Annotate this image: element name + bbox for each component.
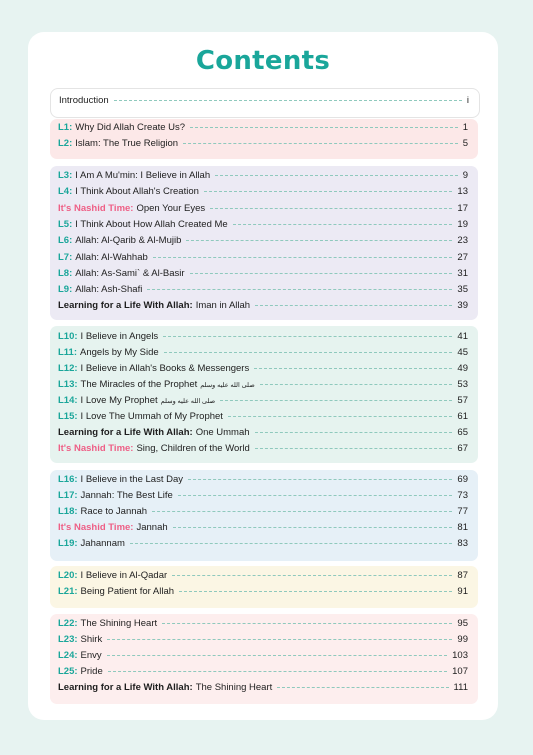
toc-entry[interactable]	[58, 490, 468, 506]
toc-entry[interactable]	[58, 300, 468, 316]
toc-entry-code: L19:	[58, 538, 78, 549]
toc-entry[interactable]	[58, 122, 468, 138]
toc-entry-code: L11:	[58, 347, 78, 358]
toc-entry[interactable]	[58, 235, 468, 251]
dotted-leader	[233, 224, 453, 225]
dotted-leader	[210, 208, 452, 209]
toc-entry-title: The Miracles of the Prophet	[80, 379, 198, 390]
toc-entry-page: 27	[457, 251, 468, 263]
toc-entry-page: 57	[457, 395, 468, 406]
toc-entry-page: 61	[457, 411, 468, 422]
toc-entry-title: Iman in Allah	[195, 300, 251, 312]
toc-entry-title: I Believe in Allah's Books & Messengers	[80, 363, 250, 374]
toc-entry-title: Pride	[80, 666, 103, 677]
toc-entry-title: Angels by My Side	[80, 347, 159, 358]
toc-entry-page: 13	[457, 186, 468, 198]
toc-entry-page: i	[466, 95, 469, 106]
salawat-honorific: صلى الله عليه وسلم	[160, 398, 216, 405]
toc-entry-title: Envy	[80, 650, 102, 661]
toc-entry-introduction[interactable]	[59, 95, 469, 111]
toc-entry[interactable]	[58, 538, 468, 554]
toc-entry-title: Being Patient for Allah	[80, 586, 175, 597]
toc-entry-page: 23	[457, 235, 468, 247]
toc-entry-page: 53	[457, 379, 468, 390]
page-title: Contents	[195, 46, 331, 76]
toc-entry[interactable]	[58, 634, 468, 650]
toc-entry-page: 9	[462, 170, 468, 181]
toc-entry-code: L21:	[58, 586, 78, 597]
section-lessons-1-2	[50, 119, 478, 159]
toc-entry-title: Open Your Eyes	[136, 202, 206, 214]
salawat-honorific: صلى الله عليه وسلم	[200, 382, 255, 389]
toc-entry-code: L12:	[58, 363, 78, 374]
toc-entry-code: L16:	[58, 474, 78, 485]
toc-entry[interactable]	[58, 170, 468, 186]
toc-entry-page: 65	[457, 427, 468, 438]
toc-entry[interactable]	[58, 682, 468, 698]
dotted-leader	[190, 273, 453, 274]
toc-entry-label: Introduction	[59, 95, 109, 106]
toc-entry-code: L23:	[58, 634, 78, 645]
toc-entry-page: 35	[457, 284, 468, 296]
toc-entry-title: Shirk	[80, 634, 103, 645]
dotted-leader	[220, 400, 452, 401]
toc-entry-title: Allah: Ash-Shafi	[75, 284, 143, 296]
toc-entry[interactable]	[58, 666, 468, 682]
toc-entry-title: Allah: As-Sami` & Al-Basir	[75, 267, 185, 279]
toc-entry[interactable]	[58, 219, 468, 235]
contents-page	[28, 32, 498, 720]
toc-entry[interactable]	[58, 186, 468, 202]
section-lessons-22-25	[50, 614, 478, 704]
toc-entry-code: L13:	[58, 379, 78, 390]
toc-entry-title: Allah: Al-Wahhab	[75, 251, 148, 263]
toc-entry-code: Learning for a Life With Allah:	[58, 300, 193, 312]
dotted-leader	[108, 671, 447, 672]
toc-entry-title: Jannah: The Best Life	[80, 490, 173, 501]
toc-entry-title: Islam: The True Religion	[75, 138, 179, 149]
section-lessons-20-21	[50, 566, 478, 608]
toc-entry-code: L15:	[58, 411, 78, 422]
section-introduction	[50, 88, 480, 118]
toc-entry-page: 69	[457, 474, 468, 485]
toc-entry-title: Why Did Allah Create Us?	[75, 122, 186, 133]
toc-entry-code: L8:	[58, 267, 73, 279]
toc-entry-code: It's Nashid Time:	[58, 202, 134, 214]
dotted-leader	[190, 127, 458, 128]
toc-entry-page: 83	[457, 538, 468, 549]
toc-entry-code: L9:	[58, 284, 73, 296]
toc-entry-code: L6:	[58, 235, 73, 247]
toc-entry-title: I Think About How Allah Created Me	[75, 218, 228, 230]
toc-entry-code: L1:	[58, 122, 73, 133]
toc-entry[interactable]	[58, 284, 468, 300]
toc-entry-page: 77	[457, 506, 468, 517]
toc-entry[interactable]	[58, 650, 468, 666]
dotted-leader	[277, 687, 448, 688]
dotted-leader	[255, 432, 453, 433]
dotted-leader	[178, 495, 453, 496]
toc-entry[interactable]	[58, 443, 468, 459]
toc-entry-title: Jahannam	[80, 538, 125, 549]
toc-entry-title: One Ummah	[195, 427, 250, 438]
toc-entry-code: L4:	[58, 186, 73, 198]
toc-entry[interactable]	[58, 203, 468, 219]
toc-entry[interactable]	[58, 522, 468, 538]
toc-entry-page: 39	[457, 300, 468, 312]
toc-entry-code: L18:	[58, 506, 78, 517]
dotted-leader	[215, 175, 458, 176]
dotted-leader	[173, 527, 453, 528]
toc-entry-page: 103	[452, 650, 468, 661]
dotted-leader	[164, 352, 453, 353]
dotted-leader	[188, 479, 452, 480]
toc-entry-page: 41	[457, 331, 468, 342]
dotted-leader	[255, 305, 452, 306]
toc-entry[interactable]	[58, 474, 468, 490]
toc-entry[interactable]	[58, 252, 468, 268]
toc-entry-code: L17:	[58, 490, 78, 501]
toc-entry-title: Race to Jannah	[80, 506, 148, 517]
toc-entry[interactable]	[58, 347, 468, 363]
toc-entry[interactable]	[58, 331, 468, 347]
toc-entry-page: 49	[457, 363, 468, 374]
section-lessons-16-19	[50, 470, 478, 561]
toc-entry-code: Learning for a Life With Allah:	[58, 427, 193, 438]
dotted-leader	[107, 655, 447, 656]
dotted-leader	[204, 191, 453, 192]
dotted-leader	[228, 416, 452, 417]
dotted-leader	[183, 143, 458, 144]
toc-entry[interactable]	[58, 363, 468, 379]
toc-entry-title: I Believe in Al-Qadar	[80, 570, 168, 581]
dotted-leader	[153, 257, 453, 258]
section-lessons-10-15	[50, 326, 478, 463]
toc-entry-code: L3:	[58, 170, 73, 181]
toc-entry-code: L22:	[58, 618, 78, 629]
toc-entry-code: L2:	[58, 138, 73, 149]
toc-entry[interactable]	[58, 506, 468, 522]
dotted-leader	[147, 289, 452, 290]
toc-entry-title: Allah: Al-Qarib & Al-Mujib	[75, 235, 182, 247]
toc-entry-code: It's Nashid Time:	[58, 522, 134, 533]
toc-entry-page: 73	[457, 490, 468, 501]
toc-entry-title: I Believe in Angels	[80, 331, 159, 342]
dotted-leader	[260, 384, 453, 385]
dotted-leader	[114, 100, 462, 101]
toc-entry-title: Sing, Children of the World	[136, 443, 250, 454]
toc-entry-title: Jannah	[136, 522, 168, 533]
toc-entry-title: The Shining Heart	[80, 618, 158, 629]
toc-entry-page: 17	[457, 202, 468, 214]
toc-entry-page: 107	[452, 666, 468, 677]
toc-entry-code: L24:	[58, 650, 78, 661]
toc-entry[interactable]	[58, 570, 468, 586]
toc-entry-title: I Love My Prophet	[80, 395, 158, 406]
dotted-leader	[162, 623, 452, 624]
section-lessons-3-9	[50, 166, 478, 320]
toc-entry-code: Learning for a Life With Allah:	[58, 682, 193, 693]
dotted-leader	[130, 543, 453, 544]
toc-entry-page: 95	[457, 618, 468, 629]
toc-entry-code: L7:	[58, 251, 73, 263]
toc-entry[interactable]	[58, 427, 468, 443]
toc-entry-code: L20:	[58, 570, 78, 581]
toc-entry-title: I Think About Allah's Creation	[75, 186, 199, 198]
toc-entry-page: 99	[457, 634, 468, 645]
dotted-leader	[186, 240, 452, 241]
toc-entry[interactable]	[58, 411, 468, 427]
toc-entry[interactable]	[58, 618, 468, 634]
toc-entry-page: 67	[457, 443, 468, 454]
toc-entry-title: The Shining Heart	[195, 682, 273, 693]
dotted-leader	[163, 336, 452, 337]
dotted-leader	[152, 511, 452, 512]
toc-entry-code: L5:	[58, 218, 73, 230]
toc-entry[interactable]	[58, 268, 468, 284]
toc-entry-page: 1	[462, 122, 468, 133]
toc-entry-page: 31	[457, 267, 468, 279]
toc-entry-title: I Love The Ummah of My Prophet	[80, 411, 223, 422]
dotted-leader	[254, 368, 452, 369]
toc-entry-page: 91	[457, 586, 468, 597]
toc-entry-page: 45	[457, 347, 468, 358]
toc-entry[interactable]	[58, 395, 468, 411]
toc-entry-page: 111	[453, 682, 468, 693]
toc-entry-code: L10:	[58, 331, 78, 342]
dotted-leader	[172, 575, 452, 576]
toc-entry-code: It's Nashid Time:	[58, 443, 134, 454]
toc-entry[interactable]	[58, 586, 468, 602]
toc-entry-page: 19	[457, 218, 468, 230]
dotted-leader	[107, 639, 452, 640]
toc-entry-code: L25:	[58, 666, 78, 677]
toc-entry[interactable]	[58, 379, 468, 395]
toc-entry-page: 87	[457, 570, 468, 581]
dotted-leader	[179, 591, 452, 592]
toc-entry[interactable]	[58, 138, 468, 154]
toc-entry-page: 5	[462, 138, 468, 149]
dotted-leader	[255, 448, 453, 449]
toc-entry-title: I Believe in the Last Day	[80, 474, 183, 485]
toc-entry-title: I Am A Mu'min: I Believe in Allah	[75, 170, 211, 181]
toc-entry-page: 81	[457, 522, 468, 533]
toc-entry-code: L14:	[58, 395, 78, 406]
